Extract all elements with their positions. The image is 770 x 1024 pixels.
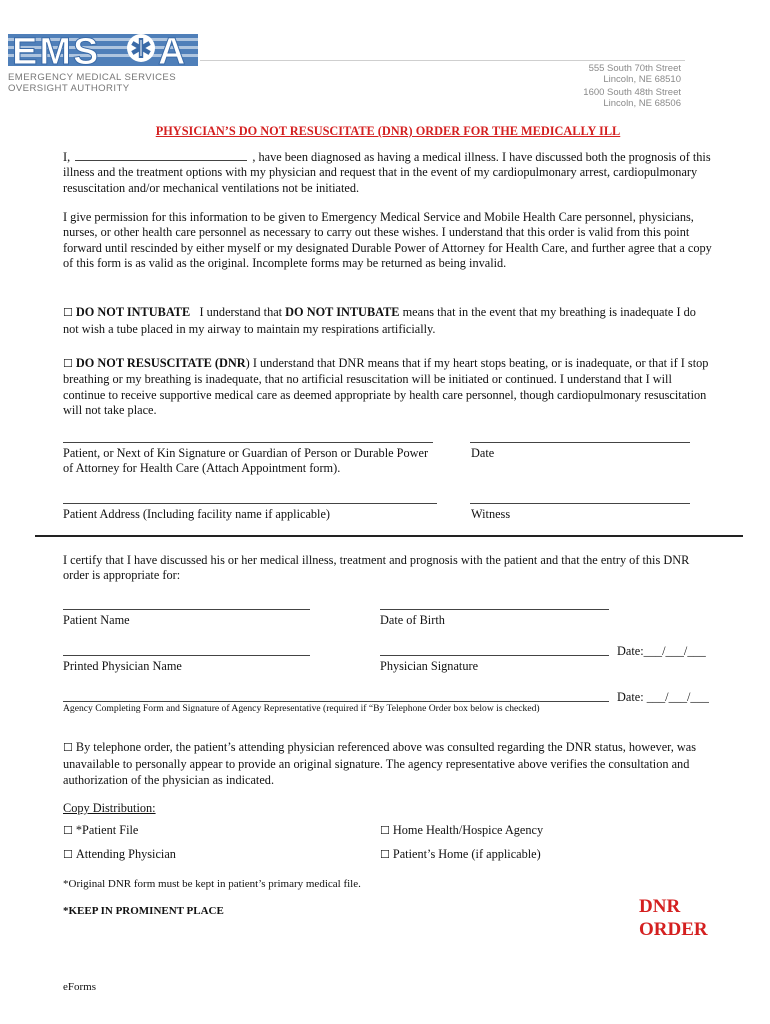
intro-prefix: I,	[63, 150, 71, 164]
section-divider	[35, 535, 743, 537]
form-title: PHYSICIAN’S DO NOT RESUSCITATE (DNR) ORDER FOR THE MEDICALLY ILL	[155, 124, 621, 138]
address-1-city: Lincoln, NE 68510	[603, 73, 681, 85]
copy-patient-home-label: Patient’s Home (if applicable)	[392, 847, 541, 861]
copy-patient-home-checkbox[interactable]: ☐	[380, 848, 390, 861]
address-2-city: Lincoln, NE 68506	[603, 97, 681, 109]
physician-signature-line[interactable]	[380, 655, 609, 656]
telephone-order-text: By telephone order, the patient’s attending physician referenced above was consulted regarding the DNR status, however, was unavailable to personally appear to provide an original signature. The agency representative above verifies the consultation and authorization of the physician as indicated.	[63, 740, 697, 788]
telephone-order-paragraph	[63, 739, 713, 789]
dob-label: Date of Birth	[380, 613, 445, 627]
org-name-line1: EMERGENCY MEDICAL SERVICES	[8, 72, 177, 83]
svg-text:EMS: EMS	[12, 31, 101, 66]
agency-line[interactable]	[63, 701, 609, 702]
date-field-1[interactable]: Date:___/___/___	[617, 644, 706, 658]
logo	[8, 24, 198, 94]
dni-heading: DO NOT INTUBATE	[75, 305, 191, 319]
dni-bold: DO NOT INTUBATE	[285, 305, 400, 319]
patient-name-label: Patient Name	[63, 613, 130, 627]
intro-text: , have been diagnosed as having a medical illness. I have discussed both the prognosis of this illness and the treatment options with my physician and request that in the event of my cardiopulmonary arrest, cardiopulmonary resuscitation and/or mechanical ventilations not be initiated.	[63, 150, 711, 195]
dnr-paragraph	[63, 356, 713, 419]
copy-attending-label: Attending Physician	[75, 847, 176, 861]
agency-label: Agency Completing Form and Signature of Agency Representative (required if “By Telephone Order box below is checked)	[63, 703, 540, 714]
dnr-badge-line2: ORDER	[639, 919, 708, 940]
copy-patient-file[interactable]	[63, 823, 138, 838]
patient-name-blank[interactable]	[75, 150, 247, 161]
patient-address-label: Patient Address (Including facility name if applicable)	[63, 507, 331, 521]
witness-label: Witness	[471, 507, 511, 521]
address-2-street: 1600 South 48th Street	[583, 87, 681, 98]
dni-text2: means that in the event that my breathing is inadequate I do not wish a tube placed in my airway to maintain my respirations artificially.	[63, 305, 696, 336]
address-2	[520, 88, 681, 109]
header-rule	[200, 60, 685, 61]
footer-eforms: eForms	[63, 981, 96, 993]
permission-paragraph: I give permission for this information to be given to Emergency Medical Service and Mobile Health Care personnel, physicians, nurses, or other health care personnel as necessary to carry out these wishes. I understand that this order is valid from this point forward until rescinded by either myself or my designated Durable Power of Attorney for Health Care, and further agree that a copy of this form is as valid as the original. Incomplete forms may be returned as being invalid.	[63, 210, 712, 270]
patient-name-line[interactable]	[63, 609, 310, 610]
dni-text1: I understand that	[199, 305, 283, 319]
dnr-checkbox[interactable]: ☐	[63, 357, 73, 370]
keep-note: *KEEP IN PROMINENT PLACE	[63, 905, 224, 917]
printed-physician-label: Printed Physician Name	[63, 659, 182, 673]
original-note: *Original DNR form must be kept in patient’s primary medical file.	[63, 878, 361, 890]
printed-physician-line[interactable]	[63, 655, 310, 656]
copy-distribution-heading: Copy Distribution:	[63, 801, 156, 815]
dni-paragraph	[63, 304, 713, 338]
address-1	[520, 64, 681, 85]
copy-home-health-label: Home Health/Hospice Agency	[392, 823, 544, 837]
patient-address-line[interactable]	[63, 503, 437, 504]
certify-paragraph: I certify that I have discussed his or her medical illness, treatment and prognosis with the patient and that the entry of this DNR order is appropriate for:	[63, 553, 690, 583]
dnr-text: ) I understand that DNR means that if my heart stops beating, or is inadequate, or that if I stop breathing or my breathing is inadequate, that no artificial resuscitation will be initiated or continued. I understand that I will continue to receive supportive medical care as deemed appropriate by health care personnel, though cardiopulmonary resuscitation will not take place.	[63, 356, 709, 418]
copy-attending-checkbox[interactable]: ☐	[63, 848, 73, 861]
copy-home-health-checkbox[interactable]: ☐	[380, 824, 390, 837]
logo-graphic	[8, 24, 198, 66]
dnr-heading: DO NOT RESUSCITATE (DNR	[75, 356, 246, 370]
dnr-order-badge	[639, 895, 708, 941]
copy-patient-home[interactable]	[380, 847, 541, 862]
copy-patient-file-checkbox[interactable]: ☐	[63, 824, 73, 837]
address-1-street: 555 South 70th Street	[588, 63, 681, 74]
org-name-line2: OVERSIGHT AUTHORITY	[8, 83, 130, 94]
date-field-2[interactable]: Date: ___/___/___	[617, 690, 709, 704]
intro-paragraph	[63, 150, 713, 196]
copy-patient-file-label: *Patient File	[75, 823, 139, 837]
physician-signature-label: Physician Signature	[380, 659, 479, 673]
telephone-order-checkbox[interactable]: ☐	[63, 741, 73, 754]
patient-signature-label: Patient, or Next of Kin Signature or Guardian of Person or Durable Power of Attorney for Health Care (Attach Appointment form).	[63, 446, 429, 476]
svg-text:A: A	[158, 31, 186, 66]
date-line[interactable]	[470, 442, 690, 443]
date-label: Date	[471, 446, 495, 460]
dnr-badge-line1: DNR	[639, 896, 681, 917]
dni-checkbox[interactable]: ☐	[63, 306, 73, 319]
patient-signature-line[interactable]	[63, 442, 433, 443]
witness-line[interactable]	[470, 503, 690, 504]
copy-home-health[interactable]	[380, 823, 543, 838]
copy-attending[interactable]	[63, 847, 176, 862]
dob-line[interactable]	[380, 609, 609, 610]
